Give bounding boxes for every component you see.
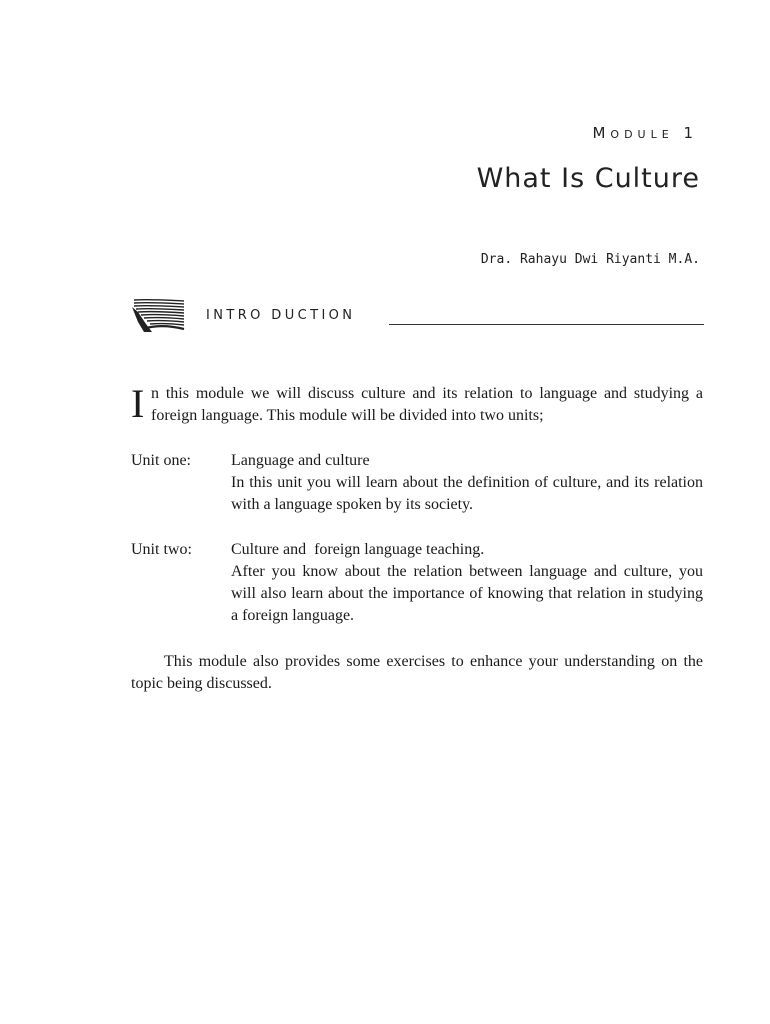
- introduction-rule: [389, 324, 704, 325]
- book-pages-icon: [130, 298, 186, 334]
- module-label: Module 1: [592, 124, 698, 142]
- unit-one-title: Language and culture: [231, 452, 370, 469]
- unit-one-description: In this unit you will learn about the definition of culture, and its relation with a language spoken by its society.: [231, 474, 703, 513]
- unit-two-label: Unit two:: [131, 541, 192, 558]
- introduction-heading: INTRO DUCTION: [206, 308, 356, 323]
- page-title: What Is Culture: [476, 163, 700, 194]
- closing-paragraph: This module also provides some exercises to enhance your understanding on the topic being discussed.: [131, 653, 703, 692]
- unit-two-title: Culture and foreign language teaching.: [231, 541, 485, 558]
- unit-one-label: Unit one:: [131, 452, 191, 469]
- author-name: Dra. Rahayu Dwi Riyanti M.A.: [480, 252, 700, 267]
- opening-paragraph: n this module we will discuss culture and its relation to language and studying a foreign language. This module will be divided into two units;: [151, 385, 703, 424]
- unit-two-description: After you know about the relation between language and culture, you will also learn about the importance of knowing that relation in studying a foreign language.: [231, 563, 703, 624]
- drop-cap: I: [131, 381, 145, 426]
